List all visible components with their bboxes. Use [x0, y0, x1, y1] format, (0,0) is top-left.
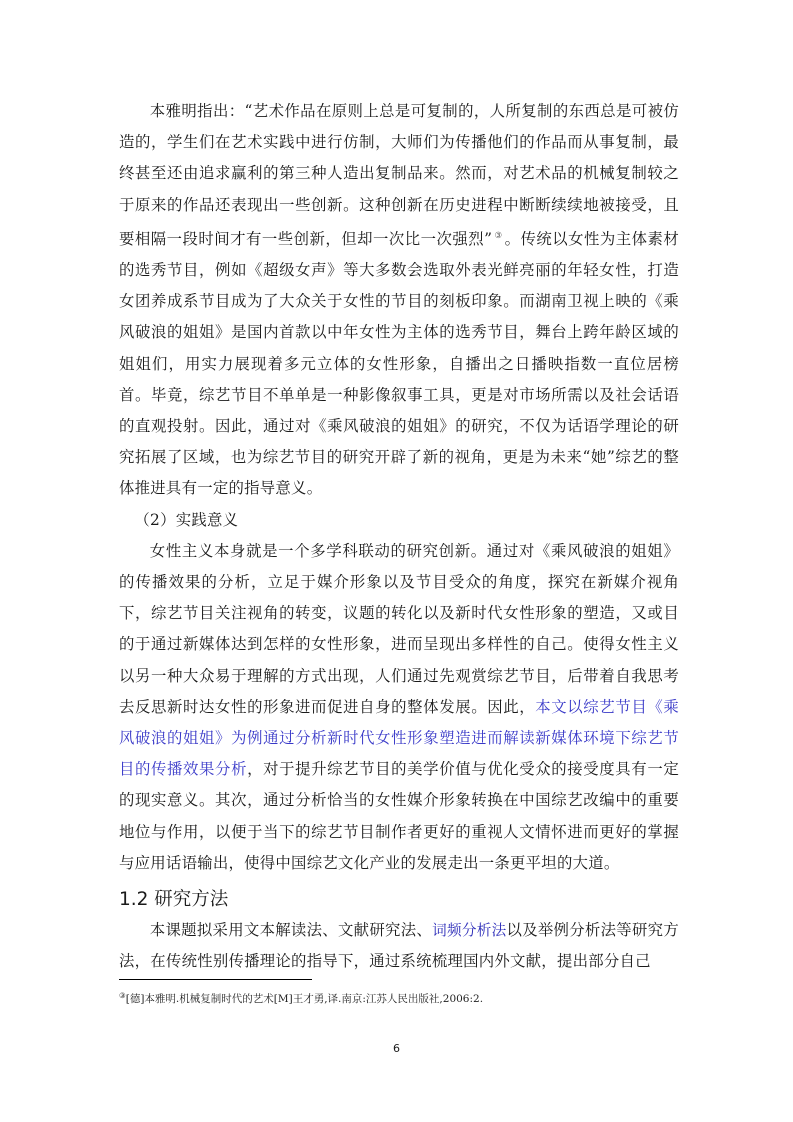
footnote	[119, 988, 679, 1007]
paragraph-text: 本雅明指出：“艺术作品在原则上总是可复制的，人所复制的东西总是可被仿造的，学生们在艺术实践中进行仿制，大师们为传播他们的作品而从事复制，最终甚至还由追求赢利的第三种人造出复制品来。然而，对艺术品的机械复制较之于原来的作品还表现出一些创新。这种创新在历史进程中断断续续地被接受，且要相隔一段时间才有一些创新，但却一次比一次强烈”	[119, 102, 679, 248]
page-number: 6	[393, 1042, 400, 1055]
paragraph-text-continued: 。传统以女性为主体素材的选秀节目，例如《超级女声》等大多数会选取外表光鲜亮丽的年轻女性，打造女团养成系节目成为了大众关于女性的节目的刻板印象。而湖南卫视上映的《乘风破浪的姐姐》是国内首款以中年女性为主体的选秀节目，舞台上跨年龄区域的姐姐们，用实力展现着多元立体的女性形象，自播出之日播映指数一直位居榜首。毕竟，综艺节目不单单是一种影像叙事工具，更是对市场所需以及社会话语的直观投射。因此，通过对《乘风破浪的姐姐》的研究，不仅为话语学理论的研究拓展了区域，也为综艺节目的研究开辟了新的视角，更是为未来“她”综艺的整体推进具有一定的指导意义。	[119, 229, 679, 498]
highlighted-text: 本文以综艺节目《乘风破浪的姐姐》为例通过分析新时代女性形象塑造进而解读新媒体环境下综艺节目的传播效果分析	[119, 697, 679, 779]
subheading-practical-significance: （2）实践意义	[134, 510, 239, 529]
footnote-reference[interactable]: ③	[494, 230, 503, 241]
paragraph-text: 本课题拟采用文本解读法、文献研究法、	[149, 921, 433, 940]
paragraph-text-continued: 以及举例分析法等研究方法，在传统性别传播理论的指导下，通过系统梳理国内外文献，提出部分自己	[119, 921, 679, 971]
footnote-mark: ③	[119, 991, 126, 1000]
paragraph-benjamin-quote	[119, 96, 679, 505]
paragraph-research-methods	[119, 915, 679, 977]
paragraph-practical-significance	[119, 536, 679, 879]
highlighted-term: 词频分析法	[432, 922, 507, 940]
paragraph-text-continued: ，对于提升综艺节目的美学价值与优化受众的接受度具有一定的现实意义。其次，通过分析恰当的女性媒介形象转换在中国综艺改编中的重要地位与作用，以便于当下的综艺节目制作者更好的重视人文情怀进而更好的掌握与应用话语输出，使得中国综艺文化产业的发展走出一条更平坦的大道。	[119, 760, 679, 872]
page-body	[119, 96, 679, 977]
footnote-divider	[119, 979, 312, 980]
paragraph-text: 女性主义本身就是一个多学科联动的研究创新。通过对《乘风破浪的姐姐》的传播效果的分析，立足于媒介形象以及节目受众的角度，探究在新媒介视角下，综艺节目关注视角的转变，议题的转化以及新时代女性形象的塑造，又或目的于通过新媒体达到怎样的女性形象，进而呈现出多样性的自己。使得女性主义以另一种大众易于理解的方式出现，人们通过先观赏综艺节目，后带着自我思考去反思新时达女性的形象进而促进自身的整体发展。因此，	[119, 541, 679, 716]
section-heading-research-methods: 1.2 研究方法	[119, 889, 229, 911]
footnote-text: [德]本雅明.机械复制时代的艺术[M]王才勇,译.南京:江苏人民出版社,2006:2.	[125, 993, 484, 1005]
